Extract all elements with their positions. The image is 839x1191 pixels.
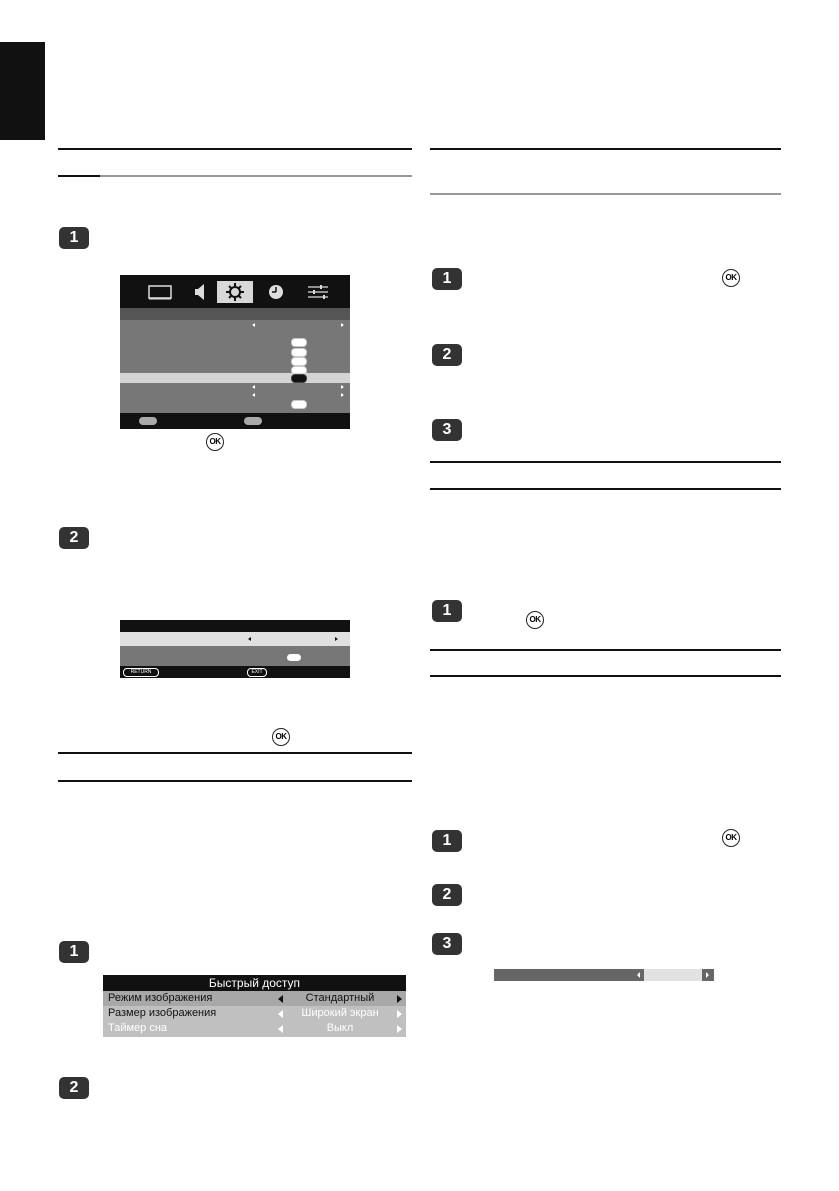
- section-subrule-left-2: [58, 780, 412, 782]
- submenu-enter-pill: [287, 654, 301, 661]
- speaker-icon: [182, 281, 218, 303]
- quick-access-row: [103, 991, 406, 1006]
- submenu-row: [120, 646, 350, 666]
- step-3-badge: 3: [432, 933, 462, 955]
- quick-access-row-label: Таймер сна: [108, 1022, 168, 1034]
- menu-highlight-row: [120, 373, 350, 383]
- step-1-badge: 1: [59, 227, 89, 249]
- ok-button-icon: OK: [206, 433, 224, 451]
- section-rule-right-3: [430, 649, 781, 651]
- slider-label-area: [494, 969, 644, 981]
- submenu-highlight-row: [120, 632, 350, 646]
- ok-button-icon: OK: [526, 611, 544, 629]
- setting-slider-image: [494, 969, 720, 981]
- menu-enter-pill: [291, 357, 307, 366]
- right-arrow-icon: [397, 1025, 402, 1033]
- quick-access-row-label: Режим изображения: [108, 992, 213, 1004]
- menu-enter-pill: [291, 338, 307, 347]
- quick-access-row: [103, 1006, 406, 1021]
- section-rule-right-2: [430, 461, 781, 463]
- section-subrule-left-1: [58, 175, 412, 177]
- tv-submenu-image: [120, 620, 350, 678]
- step-2-badge: 2: [59, 527, 89, 549]
- menu-row-right-arrow: [341, 393, 344, 397]
- screen-icon: [142, 281, 178, 303]
- menu-footer-bar: [120, 413, 350, 429]
- ok-button-icon: OK: [272, 728, 290, 746]
- section-rule-right-1: [430, 148, 781, 150]
- slider-right-arrow: [706, 972, 709, 978]
- quick-access-row-label: Размер изображения: [108, 1007, 217, 1019]
- submenu-footer-bar: [120, 666, 350, 678]
- menu-row-left-arrow: [252, 323, 255, 327]
- quick-access-row-value: Широкий экран: [301, 1007, 379, 1019]
- menu-row-left-arrow: [252, 385, 255, 389]
- submenu-left-arrow: [248, 637, 251, 641]
- menu-enter-pill-selected: [291, 374, 307, 383]
- menu-title-bar: [120, 308, 350, 320]
- quick-access-title: Быстрый доступ: [103, 975, 406, 991]
- section-subrule-right-1: [430, 193, 781, 195]
- ok-button-icon: OK: [722, 269, 740, 287]
- quick-access-menu-image: [103, 975, 406, 1037]
- tv-settings-menu-image: [120, 275, 350, 429]
- right-arrow-icon: [397, 995, 402, 1003]
- right-arrow-icon: [397, 1010, 402, 1018]
- menu-row-right-arrow: [341, 385, 344, 389]
- section-rule-left-2: [58, 752, 412, 754]
- section-subrule-right-2: [430, 488, 781, 490]
- section-subrule-right-3: [430, 675, 781, 677]
- quick-access-row-value: Стандартный: [305, 992, 375, 1004]
- sliders-icon: [300, 281, 336, 303]
- step-2-badge: 2: [432, 344, 462, 366]
- clock-icon: [258, 281, 294, 303]
- step-1-badge: 1: [59, 941, 89, 963]
- ok-button-icon: OK: [722, 829, 740, 847]
- submenu-right-arrow: [335, 637, 338, 641]
- step-1-badge: 1: [432, 600, 462, 622]
- exit-button-icon: [244, 417, 262, 425]
- left-arrow-icon: [278, 1025, 283, 1033]
- step-2-badge: 2: [432, 884, 462, 906]
- menu-tab-bar: [120, 275, 350, 308]
- quick-access-row: [103, 1021, 406, 1036]
- menu-row-right-arrow: [341, 323, 344, 327]
- step-3-badge: 3: [432, 419, 462, 441]
- step-1-badge: 1: [432, 830, 462, 852]
- menu-row-left-arrow: [252, 393, 255, 397]
- slider-left-arrow: [637, 972, 640, 978]
- step-1-badge: 1: [432, 268, 462, 290]
- language-side-tab: [0, 42, 45, 140]
- gear-icon: [217, 281, 253, 303]
- slider-value-area: [644, 969, 702, 981]
- section-subrule-accent: [58, 175, 100, 177]
- step-2-badge: 2: [59, 1077, 89, 1099]
- submenu-title-bar: [120, 620, 350, 632]
- slider-right-cap: [702, 969, 714, 981]
- section-rule-left-1: [58, 148, 412, 150]
- menu-enter-pill: [291, 348, 307, 357]
- left-arrow-icon: [278, 1010, 283, 1018]
- return-button-icon: [139, 417, 157, 425]
- quick-access-row-value: Выкл: [326, 1022, 354, 1034]
- menu-enter-pill: [291, 400, 307, 409]
- left-arrow-icon: [278, 995, 283, 1003]
- exit-button: EXIT: [247, 668, 267, 677]
- return-button: RETURN: [123, 668, 159, 677]
